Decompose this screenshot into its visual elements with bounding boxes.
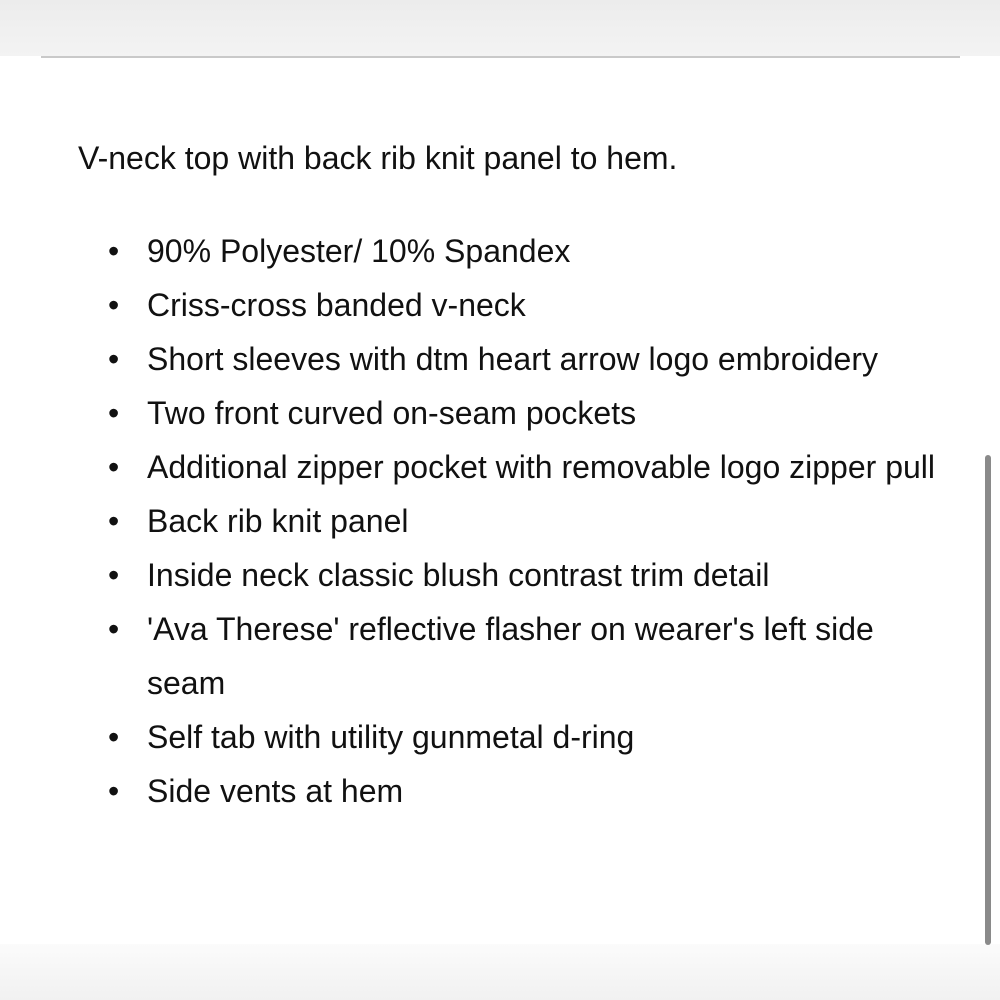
bullet-icon: • [108,395,120,431]
bottom-fade-area [0,944,1000,1000]
feature-item [108,332,938,386]
feature-item [108,224,938,278]
feature-item [108,764,938,818]
description-intro: V-neck top with back rib knit panel to hem. [78,140,678,176]
feature-text: Criss-cross banded v-neck [147,287,526,323]
feature-item [108,278,938,332]
divider-line [41,56,960,58]
feature-text: Back rib knit panel [147,503,409,539]
bullet-icon: • [108,719,120,755]
feature-text: Short sleeves with dtm heart arrow logo embroidery [147,341,878,377]
feature-text: 90% Polyester/ 10% Spandex [147,233,571,269]
feature-text: Two front curved on-seam pockets [147,395,637,431]
bullet-icon: • [108,287,120,323]
bullet-icon: • [108,773,120,809]
feature-item [108,710,938,764]
bullet-icon: • [108,449,120,485]
feature-text: 'Ava Therese' reflective flasher on wearer's left side seam [147,611,874,701]
bullet-icon: • [108,341,120,377]
feature-text: Self tab with utility gunmetal d-ring [147,719,635,755]
feature-text: Side vents at hem [147,773,404,809]
product-description [78,134,938,818]
feature-item [108,602,938,710]
feature-text: Additional zipper pocket with removable logo zipper pull [147,449,935,485]
bullet-icon: • [108,233,120,269]
vertical-scrollbar[interactable] [985,455,991,945]
bullet-icon: • [108,611,120,647]
feature-item [108,440,938,494]
feature-item [108,548,938,602]
bullet-icon: • [108,557,120,593]
top-header-area [0,0,1000,56]
feature-list [78,224,938,818]
feature-text: Inside neck classic blush contrast trim detail [147,557,770,593]
feature-item [108,494,938,548]
bullet-icon: • [108,503,120,539]
feature-item [108,386,938,440]
